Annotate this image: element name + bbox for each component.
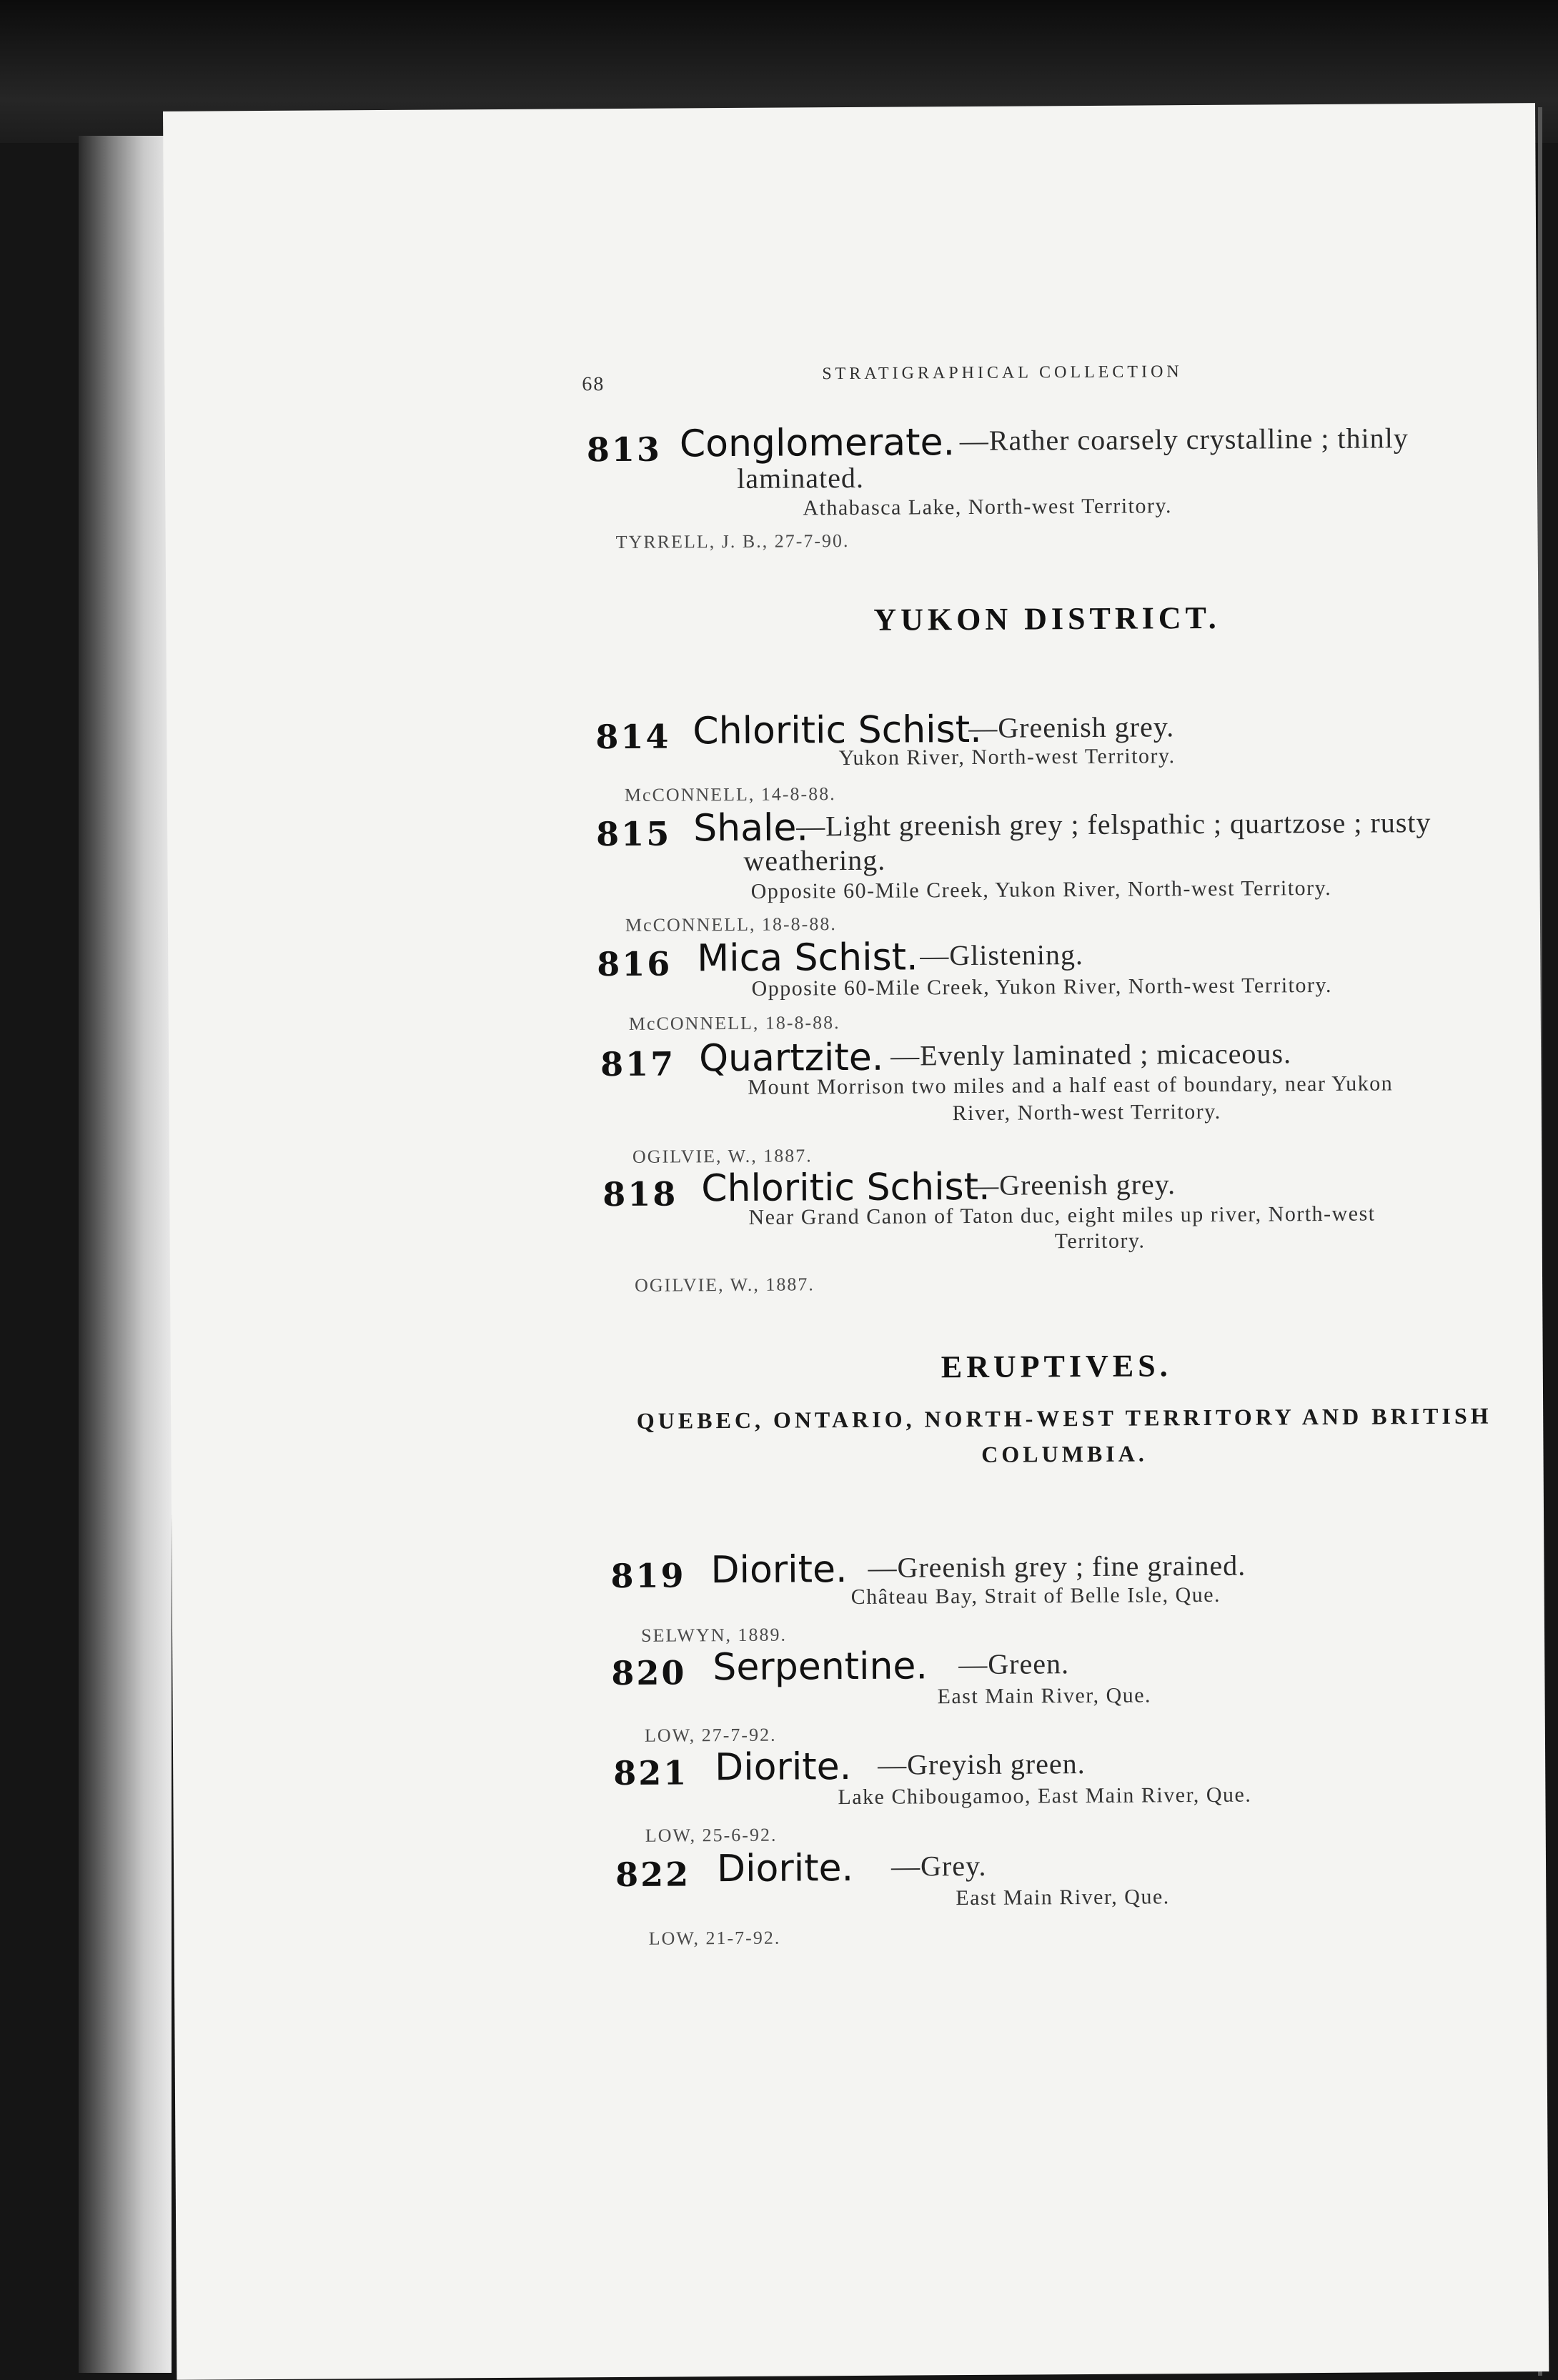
book-page-edge [79, 136, 172, 2373]
entry-description: —Greyish green. [878, 1747, 1086, 1781]
entry-collector: SELWYN, 1889. [640, 1624, 788, 1646]
entry-locality: Yukon River, North-west Territory. [838, 744, 1176, 770]
entry-locality: Opposite 60-Mile Creek, Yukon River, North-west Territory. [751, 973, 1333, 1001]
entry-title: Conglomerate. [679, 421, 956, 466]
entry-title: Diorite. [715, 1745, 852, 1790]
entry-number: 813 [586, 430, 663, 470]
entry-locality: Opposite 60-Mile Creek, Yukon River, North-west Territory. [750, 876, 1332, 903]
entry-collector: OGILVIE, W., 1887. [632, 1145, 813, 1167]
entry-title: Diorite. [716, 1847, 854, 1891]
entry-title: Shale. [693, 806, 809, 851]
entry-description-continued: laminated. [737, 461, 865, 495]
entry-description: —Greenish grey. [968, 710, 1175, 744]
entry-description: —Glistening. [920, 938, 1084, 972]
running-head: STRATIGRAPHICAL COLLECTION [822, 362, 1183, 384]
entry-collector: McCONNELL, 14-8-88. [624, 783, 836, 805]
region-heading-line-1: QUEBEC, ONTARIO, NORTH-WEST TERRITORY AND BRITISH [636, 1402, 1492, 1434]
entry-locality: Château Bay, Strait of Belle Isle, Que. [850, 1582, 1221, 1610]
entry-description-continued: weathering. [743, 843, 886, 877]
entry-locality: East Main River, Que. [937, 1683, 1152, 1709]
entry-number: 820 [611, 1653, 687, 1693]
entry-description: —Light greenish grey ; felspathic ; quartzose ; rusty [796, 806, 1432, 843]
entry-description: —Evenly laminated ; micaceous. [890, 1037, 1292, 1072]
entry-locality: Lake Chibougamoo, East Main River, Que. [838, 1782, 1252, 1810]
entry-title: Quartzite. [698, 1036, 884, 1081]
entry-collector: McCONNELL, 18-8-88. [625, 913, 837, 936]
entry-collector: OGILVIE, W., 1887. [634, 1274, 815, 1296]
entry-locality-continued: River, North-west Territory. [952, 1099, 1221, 1126]
entry-collector: McCONNELL, 18-8-88. [628, 1012, 840, 1034]
section-heading-yukon: YUKON DISTRICT. [873, 600, 1221, 638]
entry-title: Mica Schist. [697, 936, 918, 981]
entry-title: Serpentine. [713, 1645, 928, 1690]
entry-title: Diorite. [710, 1548, 848, 1592]
entry-description: —Greenish grey. [970, 1168, 1176, 1201]
entry-number: 817 [600, 1044, 676, 1084]
entry-number: 822 [615, 1855, 691, 1895]
entry-number: 815 [596, 814, 672, 854]
entry-locality: Mount Morrison two miles and a half east of boundary, near Yukon [748, 1071, 1394, 1099]
entry-collector: LOW, 25-6-92. [645, 1824, 778, 1846]
entry-locality: Near Grand Canon of Taton duc, eight miles up river, North-west [748, 1201, 1376, 1229]
region-heading-line-2: COLUMBIA. [981, 1440, 1148, 1467]
entry-title: Chloritic Schist. [701, 1165, 991, 1211]
entry-locality-continued: Territory. [1054, 1229, 1146, 1254]
entry-collector: LOW, 21-7-92. [648, 1927, 781, 1949]
entry-number: 814 [595, 717, 671, 757]
entry-collector: LOW, 27-7-92. [644, 1724, 777, 1746]
entry-locality: Athabasca Lake, North-west Territory. [803, 494, 1173, 520]
entry-number: 821 [613, 1753, 689, 1793]
entry-locality: East Main River, Que. [956, 1885, 1170, 1910]
entry-number: 816 [597, 944, 673, 984]
entry-title: Chloritic Schist. [693, 708, 982, 753]
entry-description: —Rather coarsely crystalline ; thinly [959, 422, 1409, 457]
section-heading-eruptives: ERUPTIVES. [941, 1348, 1172, 1385]
entry-collector: TYRRELL, J. B., 27-7-90. [615, 530, 850, 553]
entry-number: 819 [610, 1556, 686, 1596]
book-page [163, 103, 1549, 2380]
entry-description: —Greenish grey ; fine grained. [868, 1549, 1246, 1584]
page-number: 68 [582, 373, 605, 396]
entry-number: 818 [602, 1174, 678, 1214]
entry-description: —Grey. [890, 1849, 987, 1883]
entry-description: —Green. [958, 1647, 1070, 1681]
